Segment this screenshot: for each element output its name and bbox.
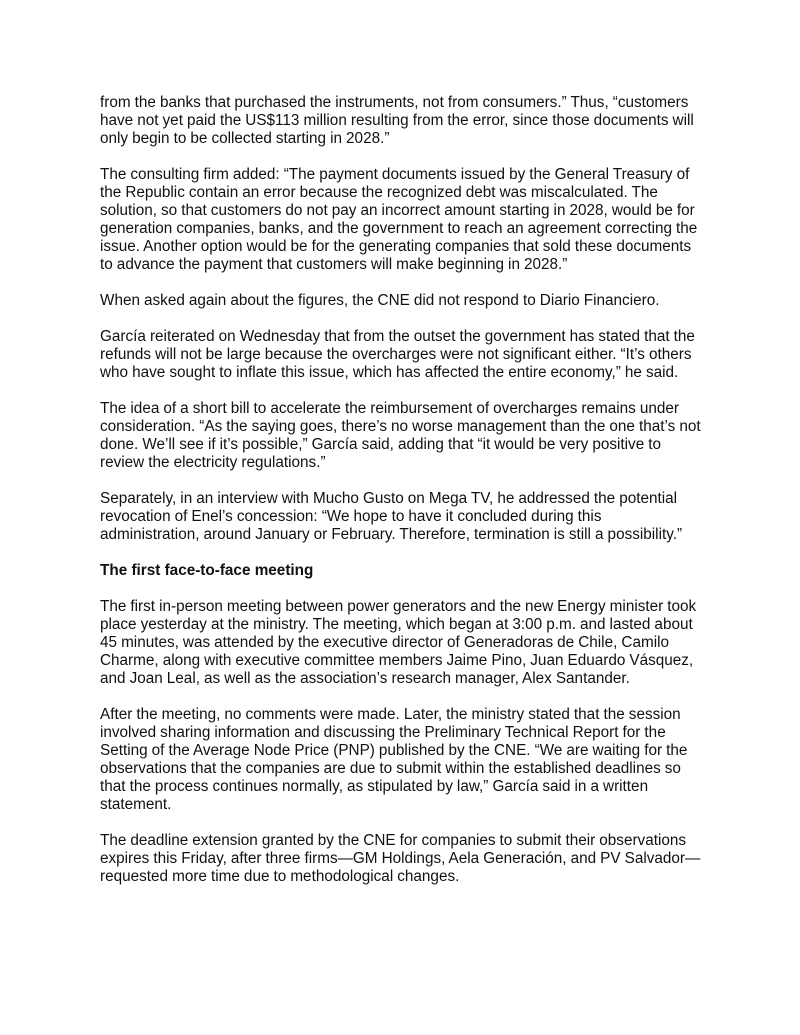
paragraph-5: The idea of a short bill to accelerate the reimbursement of overcharges remains under consideration. “As the saying goes, there’s no worse management than the one that’s not done. We’ll see if it’s possible,” García said, adding that “it would be very positive to review the electricity regulations.”	[100, 400, 701, 471]
paragraph-7: The first in-person meeting between power generators and the new Energy minister took place yesterday at the ministry. The meeting, which began at 3:00 p.m. and lasted about 45 minutes, was attended by the executive director of Generadoras de Chile, Camilo Charme, along with executive committee members Jaime Pino, Juan Eduardo Vásquez, and Joan Leal, as well as the association’s research manager, Alex Santander.	[100, 598, 697, 687]
document-page	[100, 94, 702, 904]
paragraph-2: The consulting firm added: “The payment documents issued by the General Treasury of the Republic contain an error because the recognized debt was miscalculated. The solution, so that customers do not pay an incorrect amount starting in 2028, would be for generation companies, banks, and the government to reach an agreement correcting the issue. Another option would be for the generating companies that sold these documents to advance the payment that customers will make beginning in 2028.”	[100, 166, 698, 273]
paragraph-3: When asked again about the figures, the CNE did not respond to Diario Financiero.	[100, 292, 660, 309]
paragraph-4: García reiterated on Wednesday that from the outset the government has stated that the refunds will not be large because the overcharges were not significant either. “It’s others who have sought to inflate this issue, which has affected the entire economy,” he said.	[100, 328, 695, 381]
paragraph-6: Separately, in an interview with Mucho Gusto on Mega TV, he addressed the potential revocation of Enel’s concession: “We hope to have it concluded during this administration, around January or February. Therefore, termination is still a possibility.”	[100, 490, 683, 543]
section-heading: The first face-to-face meeting	[100, 562, 314, 579]
paragraph-1: from the banks that purchased the instruments, not from consumers.” Thus, “customers have not yet paid the US$113 million resulting from the error, since those documents will only begin to be collected starting in 2028.”	[100, 94, 694, 147]
paragraph-8: After the meeting, no comments were made. Later, the ministry stated that the session involved sharing information and discussing the Preliminary Technical Report for the Setting of the Average Node Price (PNP) published by the CNE. “We are waiting for the observations that the companies are due to submit within the established deadlines so that the process continues normally, as stipulated by law,” García said in a written statement.	[100, 706, 688, 813]
paragraph-9: The deadline extension granted by the CNE for companies to submit their observations expires this Friday, after three firms—GM Holdings, Aela Generación, and PV Salvador—requested more time due to methodological changes.	[100, 832, 701, 885]
